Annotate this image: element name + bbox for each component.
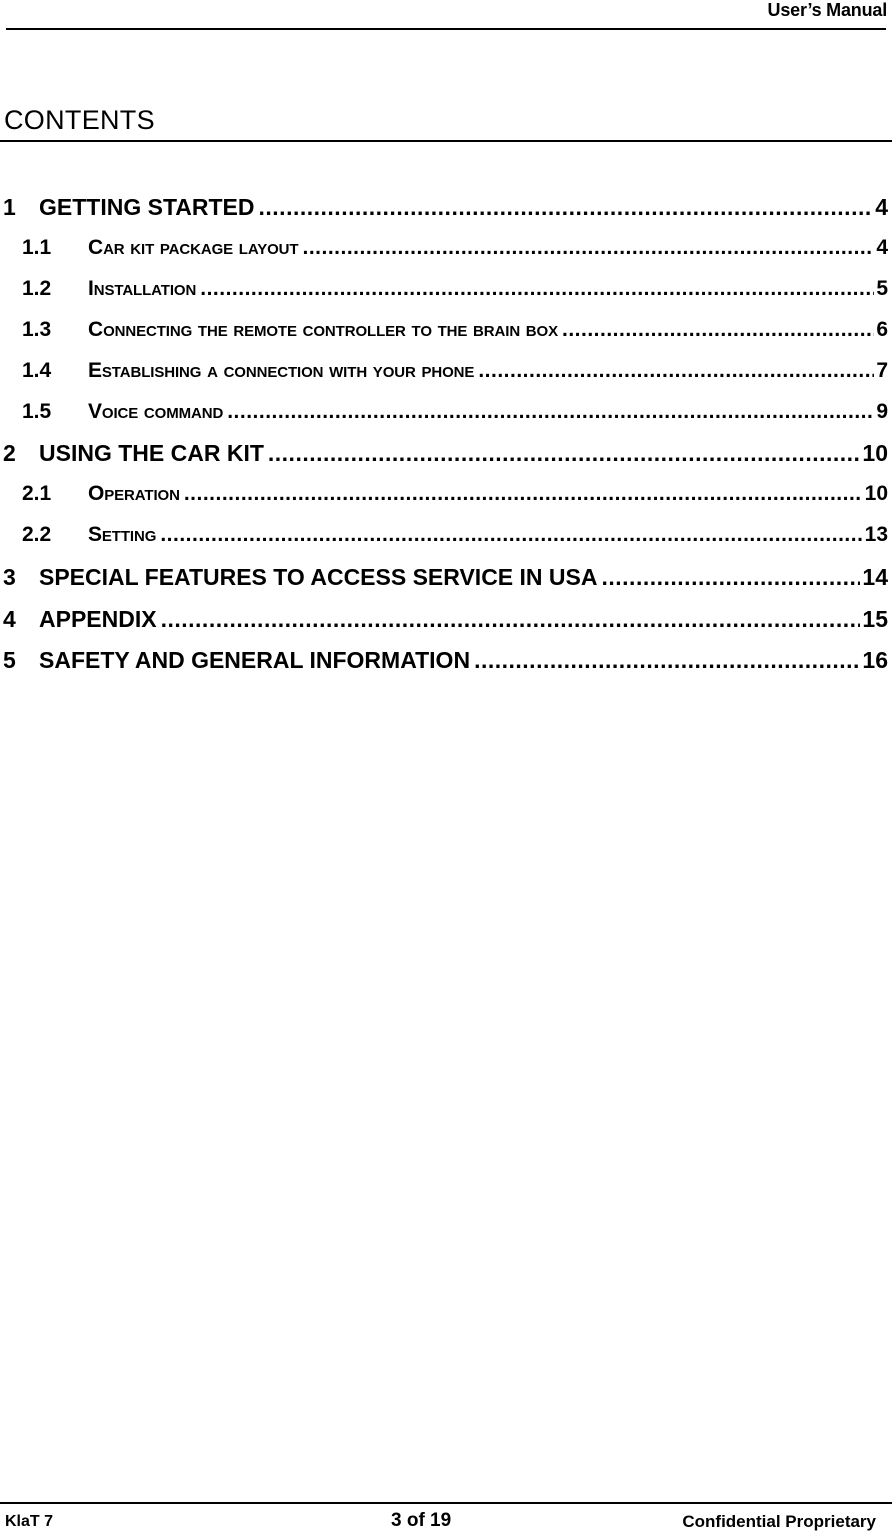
toc-entry-number: 3 [3,564,16,590]
toc-entry-number: 1 [3,194,16,220]
toc-entry-2-2[interactable] [0,523,888,547]
toc-entry-title: Installation [88,277,197,300]
toc-entry-page: 7 [876,359,888,382]
toc-leader-dots [474,647,860,674]
toc-entry-page: 10 [864,482,888,505]
toc-entry-number: 2.2 [22,523,52,546]
toc-entry-title: Establishing a connection with your phone [88,359,475,382]
footer-page-number: 3 of 19 [391,1510,452,1531]
toc-entry-1-1[interactable] [0,236,888,260]
toc-leader-dots [602,564,861,591]
toc-entry-2-1[interactable] [0,482,888,506]
toc-entry-1-4[interactable] [0,359,888,383]
toc-entry-page: 4 [876,236,888,259]
header-title: User’s Manual [767,0,887,20]
toc-leader-dots [562,318,874,342]
contents-heading: CONTENTS [4,105,155,135]
toc-entry-number: 1.5 [22,400,52,423]
toc-entry-2[interactable] [0,440,888,467]
toc-entry-page: 10 [862,440,888,466]
toc-entry-title: SPECIAL FEATURES TO ACCESS SERVICE IN USA [39,564,598,590]
footer-confidentiality: Confidential Proprietary [682,1512,876,1531]
toc-entry-page: 15 [862,606,888,632]
toc-entry-title: Voice command [88,400,224,423]
contents-divider [0,140,892,142]
toc-entry-page: 13 [864,523,888,546]
toc-leader-dots [200,277,874,301]
toc-entry-3[interactable] [0,564,888,591]
toc-entry-title: Connecting the remote controller to the brain box [88,318,558,341]
toc-entry-page: 14 [862,564,888,590]
toc-leader-dots [161,606,861,633]
toc-entry-1-3[interactable] [0,318,888,342]
toc-entry-title: GETTING STARTED [39,194,255,220]
toc-leader-dots [184,482,863,506]
toc-leader-dots [259,194,874,221]
toc-entry-title: APPENDIX [39,606,157,632]
toc-entry-number: 1.3 [22,318,52,341]
toc-entry-number: 2.1 [22,482,52,505]
toc-entry-number: 4 [3,606,16,632]
toc-entry-4[interactable] [0,606,888,633]
toc-entry-title: SAFETY AND GENERAL INFORMATION [39,647,471,673]
toc-leader-dots [268,440,861,467]
toc-entry-page: 9 [876,400,888,423]
toc-entry-1-2[interactable] [0,277,888,301]
toc-entry-title: Setting [88,523,157,546]
toc-entry-title: USING THE CAR KIT [39,440,264,466]
toc-entry-page: 16 [862,647,888,673]
footer-divider [0,1502,892,1504]
toc-entry-title: Operation [88,482,180,505]
toc-entry-page: 4 [875,194,888,220]
toc-entry-title: Car kit package layout [88,236,299,259]
toc-entry-page: 5 [876,277,888,300]
toc-entry-number: 2 [3,440,16,466]
header-divider [6,28,886,30]
footer-product-name: KlaT 7 [5,1513,54,1530]
toc-leader-dots [302,236,874,260]
toc-entry-5[interactable] [0,647,888,674]
toc-entry-1[interactable] [0,194,888,221]
toc-leader-dots [160,523,862,547]
toc-leader-dots [478,359,874,383]
toc-entry-1-5[interactable] [0,400,888,424]
toc-entry-number: 1.4 [22,359,52,382]
toc-entry-number: 1.2 [22,277,52,300]
toc-entry-number: 1.1 [22,236,52,259]
toc-entry-page: 6 [876,318,888,341]
toc-leader-dots [227,400,874,424]
toc-entry-number: 5 [3,647,16,673]
